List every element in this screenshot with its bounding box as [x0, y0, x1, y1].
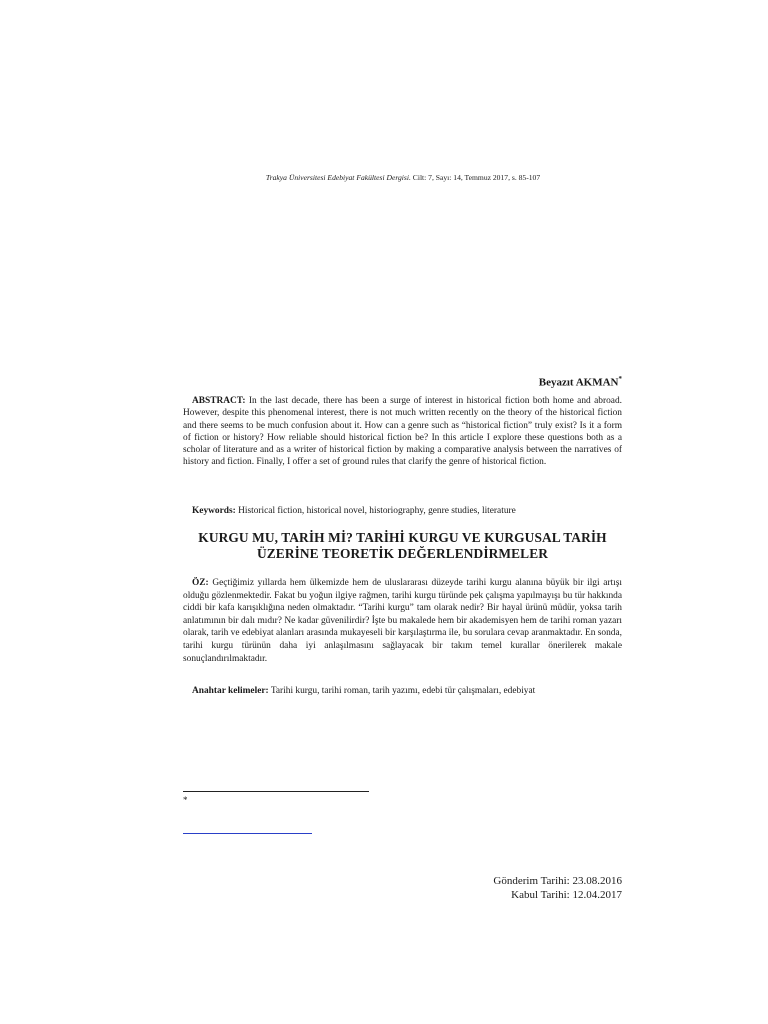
abstract-label: ABSTRACT: — [192, 396, 246, 406]
footnote-link-underline[interactable] — [183, 833, 312, 834]
abstract-text: In the last decade, there has been a surge of interest in historical fiction both home and abroad. However, despite this phenomenal interest, there is not much written recently on the theory of the historical fiction and there seems to be much confusion about it. How can a genre such as “historical fiction” truly exist? Is it a form of fiction or history? How reliable should historical fiction be? In this article I explore these questions both as a scholar of literature and as a writer of historical fiction by making a comparative analysis between the narratives of history and fiction. Finally, I offer a set of ground rules that clarify the genre of historical fiction. — [183, 396, 622, 468]
keywords-label: Keywords: — [192, 506, 236, 516]
submission-dates — [493, 874, 622, 902]
keywords-text: Historical fiction, historical novel, historiography, genre studies, literature — [235, 506, 516, 516]
article-title-turkish — [183, 530, 622, 562]
oz-text: Geçtiğimiz yıllarda hem ülkemizde hem de uluslararası düzeyde tarihi kurgu alanına büyük bir ilgi artışı olduğu gözlenmektedir. Fakat bu yoğun ilgiye rağmen, tarihi kurgu türünde pek çalışma yapılmayışı bu tür hakkında ciddi bir kafa karışıklığına neden olmaktadır. “Tarihi kurgu” tam olarak nedir? Bir hayal ürünü müdür, yoksa tarih anlatımının bir dalı mıdır? Ne kadar güvenilirdir? İşte bu makalede hem bir akademisyen hem de tarihi roman yazarı olarak, tarih ve edebiyat alanları arasında mukayeseli bir karşılaştırma ile, bu sorulara cevap aranmaktadır. En sonda, tarihi kurgu türünün daha iyi anlaşılmasını sağlayacak bir takım temel kurallar önerilerek makale sonuçlandırılmaktadır. — [183, 578, 622, 664]
title-line-2: ÜZERİNE TEORETİK DEĞERLENDİRMELER — [256, 546, 548, 561]
journal-name: Trakya Üniversitesi Edebiyat Fakültesi Dergisi. — [265, 173, 411, 182]
title-line-1: KURGU MU, TARİH Mİ? TARİHİ KURGU VE KURGUSAL TARİH — [198, 530, 607, 545]
anahtar-label: Anahtar kelimeler: — [192, 686, 269, 696]
footnote-divider — [183, 791, 369, 792]
anahtar-kelimeler-paragraph — [183, 685, 622, 697]
anahtar-text: Tarihi kurgu, tarihi roman, tarih yazımı, edebi tür çalışmaları, edebiyat — [268, 686, 536, 696]
keywords-paragraph — [183, 505, 622, 517]
accepted-date: Kabul Tarihi: 12.04.2017 — [511, 889, 622, 901]
oz-paragraph — [183, 577, 622, 665]
journal-header — [183, 173, 623, 182]
footnote-mark: * — [183, 795, 188, 805]
author-name — [539, 375, 622, 389]
author-footnote-mark: * — [618, 375, 622, 383]
oz-label: ÖZ: — [192, 578, 209, 588]
submitted-date: Gönderim Tarihi: 23.08.2016 — [493, 875, 622, 887]
author-name-text: Beyazıt AKMAN — [538, 376, 619, 389]
journal-details: Cilt: 7, Sayı: 14, Temmuz 2017, s. 85-107 — [410, 173, 541, 182]
abstract-paragraph — [183, 395, 622, 469]
